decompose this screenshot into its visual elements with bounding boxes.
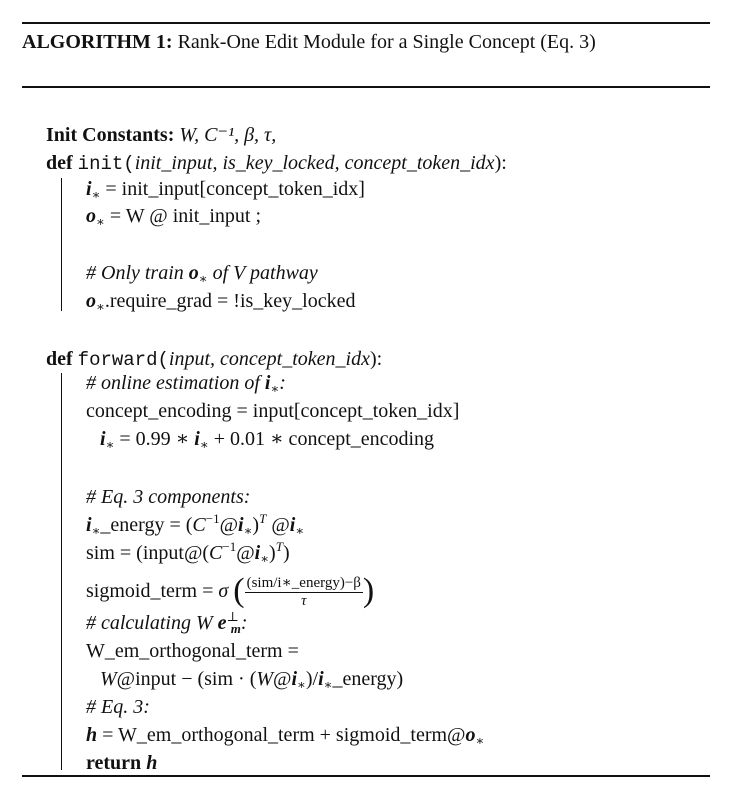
forward-comment-3-text: # calculating [86,612,191,634]
forward-line-5: sigmoid_term = σ ( $\frac{\text{(sim/i∗\_energy)−β}}{\tau}$ ) [86,571,375,609]
forward-comment-2 [86,485,250,509]
init-comment: # Only train $o_∗$ of V pathway [86,262,318,286]
init-constants-label: Init Constants: [46,124,175,146]
forward-line-8: h = W_em_orthogonal_term + $sigmoid\_term@o_∗$ [86,724,485,748]
return-keyword: return [86,752,142,774]
forward-line-7-mid: @input − (sim · ( [116,668,257,690]
def-keyword: def [46,152,73,174]
forward-comment-2-text: # Eq. 3 components: [86,486,251,508]
init-block-bar [61,178,62,311]
caption-title: Rank-One Edit Module for a Single Concept (Eq. 3) [177,31,596,53]
forward-function-name: forward [77,349,158,371]
fraction-numerator: (sim/i∗_energy)−β [246,575,361,591]
forward-line-4: sim = $(input@(C^{-1}@i_∗)^T)$ [86,539,290,566]
init-comment-text: # Only train [86,262,184,284]
forward-comment-3: # calculating W $e^\perp_m$: [86,609,248,636]
forward-line-4-text: sim = (input@( [86,542,210,564]
init-line-2: $o_∗ = W$ @ init_input ; [86,205,262,229]
forward-block-bar [61,373,62,770]
forward-line-2-tail: + 0.01 ∗ concept_encoding [213,428,435,450]
forward-comment-1: # online estimation of $i_∗$: [86,372,286,396]
algorithm-caption [22,29,702,56]
forward-line-6 [86,639,299,663]
forward-args: input, concept_token_idx [168,348,370,370]
forward-line-1-text: concept_encoding = input[concept_token_idx] [86,400,460,422]
forward-line-6-text: W_em_orthogonal_term = [86,640,299,662]
init-function-name: init [77,153,124,175]
mid-rule [22,86,710,88]
forward-comment-4-text: # Eq. 3: [86,696,150,718]
fraction-denominator: τ [301,593,307,609]
sigmoid-fraction [245,575,363,610]
init-line-2-text: = W @ init_input ; [109,205,262,227]
forward-comment-1-text: # online estimation of [86,372,260,394]
init-line-3-text: .require_grad = !is_key_locked [104,290,356,312]
forward-line-3-text: _energy = ( [100,514,193,536]
return-value: h [146,752,158,774]
forward-line-1 [86,399,459,423]
bottom-rule [22,775,710,777]
top-rule [22,22,710,24]
init-args: init_input, is_key_locked, concept_token_idx [134,152,495,174]
init-line-1: $i_∗$ = init_input[concept_token_idx] [86,178,365,202]
forward-line-8-h: h [86,724,98,746]
def-init-line: def init(init_input, is_key_locked, concept_token_idx): [46,152,507,175]
return-line [86,751,157,775]
init-constants-values: W, C⁻¹, β, τ, [179,124,277,146]
forward-line-2-text: = 0.99 ∗ [119,428,190,450]
forward-line-7: W@input − $(sim \cdot (W@i_∗)/i_∗\_energy)$ [100,668,404,692]
forward-line-8-text: = W_em_orthogonal_term + sigmoid_term@ [102,724,466,746]
forward-line-7-tail: _energy) [332,668,404,690]
init-line-1-text: = init_input[concept_token_idx] [105,178,365,200]
init-comment-tail: of V pathway [212,262,318,284]
forward-line-5-text: sigmoid_term = [86,580,214,603]
init-line-3: $o_∗.require\_grad$ = !is_key_locked [86,290,356,314]
init-constants-line [46,123,276,147]
forward-line-2: $i_∗ = 0.99$ ∗ $i_∗ + 0.01$ ∗ concept_encoding [100,428,435,452]
forward-comment-4 [86,695,150,719]
def-forward-line: def forward(input, concept_token_idx): [46,348,383,371]
caption-label: ALGORITHM 1: [22,31,173,53]
forward-line-7-w: W [100,668,117,690]
forward-line-3: $i_∗\_energy$ = $(C^{-1}@i_∗)^T$ $@i_∗$ [86,511,305,538]
